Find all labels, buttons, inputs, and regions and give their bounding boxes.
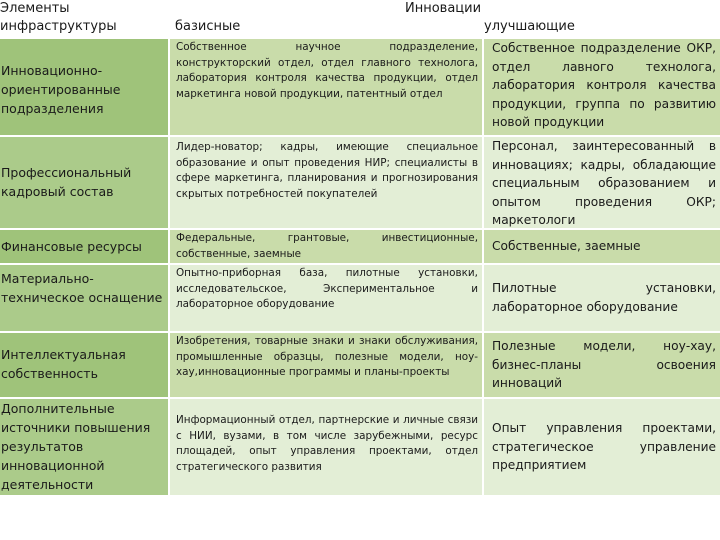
element-cell [0, 399, 168, 495]
element-name: Инновационно-ориентированные подразделения [1, 63, 121, 116]
table-row [0, 137, 720, 228]
table-row [0, 399, 720, 495]
header-element-label [0, 0, 168, 36]
improving-innovation-text: Опыт управления проектами, стратегическое управление предприятием [492, 421, 716, 472]
basic-innovation-cell [170, 39, 482, 135]
element-name: Материально-техническое оснащение [1, 271, 163, 305]
improving-innovation-cell [484, 399, 720, 495]
improving-innovation-cell [484, 333, 720, 397]
element-name: Интеллектуальная собственность [1, 347, 126, 381]
basic-innovation-cell [170, 399, 482, 495]
basic-innovation-cell [170, 230, 482, 263]
improving-innovation-text: Собственное подразделение ОКР, отдел лавного технолога, лаборатория контроля качества продукции, группа по развитию новой продукции [492, 41, 716, 129]
element-cell [0, 137, 168, 228]
basic-innovation-text: Изобретения, товарные знаки и знаки обслуживания, промышленные образцы, полезные модели, ноу-хау,инновационные программы и планы-проекты [176, 335, 478, 379]
basic-innovation-text: Опытно-приборная база, пилотные установки, исследовательское, Экспериментальное и лабораторное оборудование [176, 267, 478, 311]
improving-innovation-text: Персонал, заинтересованный в инновациях; кадры, обладающие специальным образованием и опытом проведения ОКР; маркетологи [492, 139, 716, 227]
header-element-line2: инфраструктуры [0, 19, 117, 34]
element-cell [0, 39, 168, 135]
element-cell [0, 230, 168, 263]
header-basic-label: базисные [175, 19, 241, 34]
table-row [0, 333, 720, 397]
table-row [0, 230, 720, 263]
improving-innovation-text: Собственные, заемные [492, 239, 641, 253]
basic-innovation-text: Собственное научное подразделение, конструкторский отдел, отдел главного технолога, лаборатория контроля качества продукции, отдел маркетинга новой продукции, патентный отдел [176, 41, 478, 100]
header-improving-label: улучшающие [484, 19, 575, 34]
basic-innovation-cell [170, 137, 482, 228]
element-name: Профессиональный кадровый состав [1, 165, 132, 199]
element-cell [0, 333, 168, 397]
element-name: Дополнительные источники повышения результатов инновационной деятельности [1, 401, 151, 492]
improving-innovation-text: Полезные модели, ноу-хау, бизнес-планы освоения инноваций [492, 339, 716, 390]
improving-innovation-cell [484, 230, 720, 263]
element-name: Финансовые ресурсы [1, 239, 142, 254]
improving-innovation-text: Пилотные установки, лабораторное оборудование [492, 281, 716, 314]
element-cell [0, 265, 168, 331]
header-element-line1: Элементы [0, 1, 70, 16]
improving-innovation-cell [484, 137, 720, 228]
header-innovations-label: Инновации [405, 1, 482, 16]
table-row [0, 265, 720, 331]
basic-innovation-cell [170, 265, 482, 331]
improving-innovation-cell [484, 265, 720, 331]
basic-innovation-text: Лидер-новатор; кадры, имеющие специальное образование и опыт проведения НИР; специалисты в сфере маркетинга, планирования и прогнозирования скрытых потребностей покупателей [176, 141, 478, 200]
basic-innovation-text: Информационный отдел, партнерские и личные связи с НИИ, вузами, в том числе зарубежными, ресурс площадей, опыт управления проектами, отдел стратегического развития [176, 414, 478, 473]
basic-innovation-cell [170, 333, 482, 397]
improving-innovation-cell [484, 39, 720, 135]
table-row [0, 39, 720, 135]
basic-innovation-text: Федеральные, грантовые, инвестиционные, собственные, заемные [176, 232, 478, 260]
